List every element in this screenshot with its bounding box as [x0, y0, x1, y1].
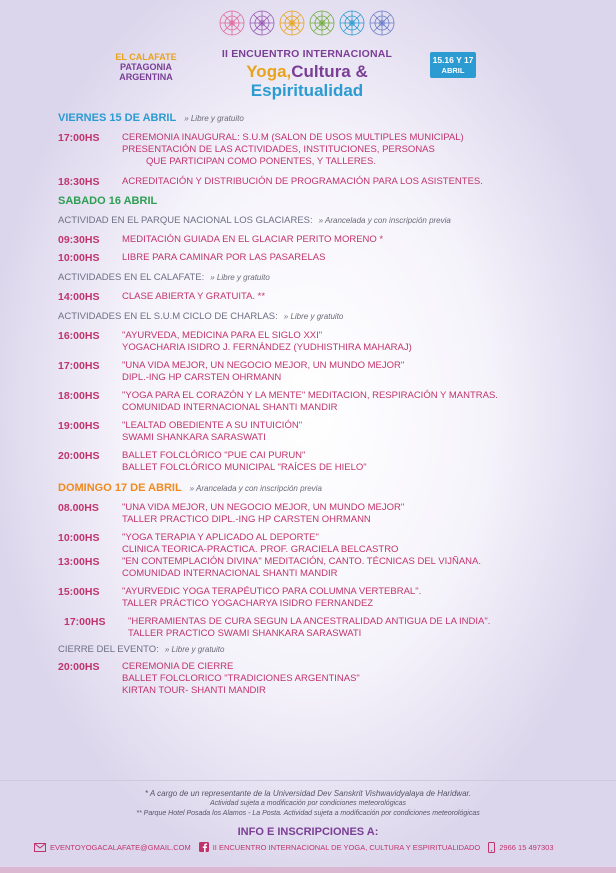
event-time: 09:30HS — [58, 234, 100, 246]
event-line: COMUNIDAD INTERNACIONAL SHANTI MANDIR — [122, 568, 338, 579]
event-line: TALLER PRACTICO SWAMI SHANKARA SARASWATI — [128, 628, 362, 639]
section-note: » Libre y gratuito — [283, 312, 344, 321]
section-note: » Arancelada y con inscripción previa — [318, 216, 451, 225]
event-time: 14:00HS — [58, 291, 100, 303]
event-time: 10:00HS — [58, 252, 100, 264]
mandala-icon — [250, 11, 274, 35]
event-title-line-1 — [200, 62, 414, 81]
event-description — [122, 252, 325, 264]
event-line: MEDITACIÓN GUIADA EN EL GLACIAR PERITO MORENO * — [122, 234, 384, 245]
event-description — [122, 390, 498, 414]
event-line: BALLET FOLCLÓRICO "PUE CAI PURUN" — [122, 450, 306, 461]
event-time: 17:00HS — [58, 132, 100, 144]
section-title: ACTIVIDAD EN EL PARQUE NACIONAL LOS GLACIARES: — [58, 215, 313, 226]
event-description — [122, 330, 412, 354]
event-row — [58, 556, 578, 580]
event-description — [122, 420, 302, 444]
section-heading — [58, 311, 578, 322]
event-line: QUE PARTICIPAN COMO PONENTES, Y TALLERES. — [146, 156, 376, 167]
event-line: CLASE ABIERTA Y GRATUITA. ** — [122, 291, 266, 302]
event-row — [58, 234, 578, 246]
event-row — [58, 450, 578, 474]
event-line: DIPL.-ING HP CARSTEN OHRMANN — [122, 372, 282, 383]
section-heading — [58, 215, 578, 226]
event-line: BALLET FOLCLORICO "TRADICIONES ARGENTINAS" — [122, 673, 360, 684]
day-friday-title: VIERNES 15 DE ABRIL — [58, 112, 177, 124]
section-title: ACTIVIDADES EN EL CALAFATE: — [58, 272, 205, 283]
event-time: 08.00HS — [58, 502, 99, 514]
location-logo — [108, 52, 184, 82]
section-title: CIERRE DEL EVENTO: — [58, 644, 159, 655]
event-time: 15:00HS — [58, 586, 100, 598]
event-line: YOGACHARIA ISIDRO J. FERNÁNDEZ (YUDHISTHIRA MAHARAJ) — [122, 342, 412, 353]
day-saturday-title: SABADO 16 ABRIL — [58, 195, 158, 207]
event-time: 17:00HS — [64, 616, 106, 628]
event-description — [122, 450, 367, 474]
event-title — [200, 48, 414, 100]
event-line: CLINICA TEORICA-PRACTICA. PROF. GRACIELA BELCASTRO — [122, 544, 399, 555]
event-row — [58, 661, 578, 697]
contact-email[interactable] — [34, 843, 191, 852]
mandala-icon — [280, 11, 304, 35]
title-yoga: Yoga, — [246, 62, 292, 81]
location-line-1: EL CALAFATE — [115, 52, 177, 62]
event-time: 18:30HS — [58, 176, 100, 188]
event-row — [58, 330, 578, 354]
event-row — [58, 616, 578, 640]
event-row — [58, 132, 578, 168]
event-row — [58, 502, 578, 526]
event-description — [122, 132, 464, 168]
event-row — [58, 532, 578, 556]
event-line: BALLET FOLCLÓRICO MUNICIPAL "RAÍCES DE HIELO" — [122, 462, 367, 473]
mandala-icon — [370, 11, 394, 35]
bottom-bar — [0, 867, 616, 873]
title-espiritualidad: Espiritualidad — [250, 81, 364, 100]
day-sunday-note: » Arancelada y con inscripción previa — [189, 484, 322, 493]
date-days: 15.16 Y 17 — [432, 55, 474, 65]
title-cultura: Cultura & — [291, 62, 368, 81]
event-line: "EN CONTEMPLACIÓN DIVINA" MEDITACIÓN, CANTO. TÉCNICAS DEL VIJÑANA. — [122, 556, 482, 567]
event-line: COMUNIDAD INTERNACIONAL SHANTI MANDIR — [122, 402, 338, 413]
event-description — [122, 532, 398, 556]
location-line-3: ARGENTINA — [119, 72, 173, 82]
event-row — [58, 586, 578, 610]
mandala-icon — [340, 11, 364, 35]
footnote-2: Actividad sujeta a modificación por condiciones meteorológicas — [209, 800, 407, 807]
event-description — [122, 586, 421, 610]
event-description — [122, 661, 360, 697]
mail-icon — [34, 843, 46, 852]
event-time: 10:00HS — [58, 532, 100, 544]
info-title: INFO E INSCRIPCIONES A: — [237, 826, 379, 838]
day-saturday-heading — [58, 195, 578, 207]
mandala-row — [0, 6, 616, 40]
date-month: ABRIL — [441, 66, 465, 75]
day-sunday-title: DOMINGO 17 DE ABRIL — [58, 482, 182, 494]
event-row — [58, 291, 578, 303]
event-description — [122, 291, 265, 303]
footnote-3: ** Parque Hotel Posada los Alamos - La Posta. Actividad sujeta a modificación por condiciones meteorológicas — [136, 810, 480, 817]
event-line: CEREMONIA DE CIERRE — [122, 661, 234, 672]
event-time: 13:00HS — [58, 556, 100, 568]
date-badge — [430, 52, 476, 78]
event-time: 20:00HS — [58, 450, 100, 462]
event-line: PRESENTACIÓN DE LAS ACTIVIDADES, INSTITUCIONES, PERSONAS — [122, 144, 435, 155]
event-line: TALLER PRACTICO DIPL.-ING HP CARSTEN OHRMANN — [122, 514, 371, 525]
event-time: 18:00HS — [58, 390, 100, 402]
event-line: "UNA VIDA MEJOR, UN NEGOCIO MEJOR, UN MUNDO MEJOR" — [122, 502, 405, 513]
event-description — [122, 234, 383, 246]
footnotes — [0, 789, 616, 819]
event-time: 16:00HS — [58, 330, 100, 342]
event-line: CEREMONIA INAUGURAL: S.U.M (SALON DE USOS MULTIPLES MUNICIPAL) — [122, 132, 464, 143]
facebook-link[interactable]: II ENCUENTRO INTERNACIONAL DE YOGA, CULTURA Y ESPIRITUALIDADO — [212, 842, 481, 852]
contact-bar — [34, 840, 594, 854]
email-link[interactable]: EVENTOYOGACALAFATE@GMAIL.COM — [50, 842, 191, 852]
section-note: » Libre y gratuito — [164, 645, 225, 654]
event-line: "AYURVEDIC YOGA TERAPÉUTICO PARA COLUMNA VERTEBRAL". — [122, 586, 422, 597]
event-row — [58, 420, 578, 444]
event-description — [122, 360, 404, 384]
phone-icon — [488, 842, 495, 853]
mandala-icon — [310, 11, 334, 35]
event-row — [58, 176, 578, 188]
event-row — [58, 360, 578, 384]
section-heading — [58, 272, 578, 283]
mandala-icon — [220, 11, 244, 35]
event-time: 20:00HS — [58, 661, 100, 673]
event-line: "YOGA TERAPIA Y APLICADO AL DEPORTE" — [122, 532, 319, 543]
divider — [0, 780, 616, 781]
event-line: "HERRAMIENTAS DE CURA SEGUN LA ANCESTRALIDAD ANTIGUA DE LA INDIA". — [128, 616, 491, 627]
day-friday-heading — [58, 112, 578, 124]
event-line: "UNA VIDA MEJOR, UN NEGOCIO MEJOR, UN MUNDO MEJOR" — [122, 360, 405, 371]
day-sunday-heading — [58, 482, 578, 494]
event-line: KIRTAN TOUR- SHANTI MANDIR — [122, 685, 266, 696]
footnote-1: * A cargo de un representante de la Universidad Dev Sanskrit Vishwavidyalaya de Haridwar. — [144, 789, 472, 798]
event-description — [122, 502, 404, 526]
event-line: "AYURVEDA, MEDICINA PARA EL SIGLO XXI" — [122, 330, 323, 341]
event-line: "YOGA PARA EL CORAZÓN Y LA MENTE" MEDITACION, RESPIRACIÓN Y MANTRAS. — [122, 390, 498, 401]
event-subtitle: II ENCUENTRO INTERNACIONAL — [221, 48, 393, 60]
location-line-2: PATAGONIA — [120, 62, 172, 72]
event-row — [58, 390, 578, 414]
section-title: ACTIVIDADES EN EL S.U.M CICLO DE CHARLAS: — [58, 311, 278, 322]
header — [0, 40, 616, 104]
event-line: TALLER PRÁCTICO YOGACHARYA ISIDRO FERNANDEZ — [122, 598, 374, 609]
event-line: ACREDITACIÓN Y DISTRIBUCIÓN DE PROGRAMACIÓN PARA LOS ASISTENTES. — [122, 176, 483, 187]
section-note: » Libre y gratuito — [210, 273, 270, 282]
section-heading — [58, 644, 578, 655]
event-time: 19:00HS — [58, 420, 100, 432]
event-line: LIBRE PARA CAMINAR POR LAS PASARELAS — [122, 252, 326, 263]
program — [58, 110, 578, 697]
contact-phone[interactable] — [488, 842, 553, 853]
phone-number[interactable]: 2966 15 497303 — [499, 842, 554, 852]
contact-facebook[interactable] — [199, 842, 481, 852]
day-friday-note: » Libre y gratuito — [184, 114, 244, 123]
event-line: SWAMI SHANKARA SARASWATI — [122, 432, 266, 443]
event-description — [128, 616, 490, 640]
event-time: 17:00HS — [58, 360, 100, 372]
event-description — [122, 176, 483, 188]
facebook-icon — [199, 842, 209, 852]
event-description — [122, 556, 481, 580]
event-line: "LEALTAD OBEDIENTE A SU INTUICIÓN" — [122, 420, 303, 431]
event-row — [58, 252, 578, 264]
